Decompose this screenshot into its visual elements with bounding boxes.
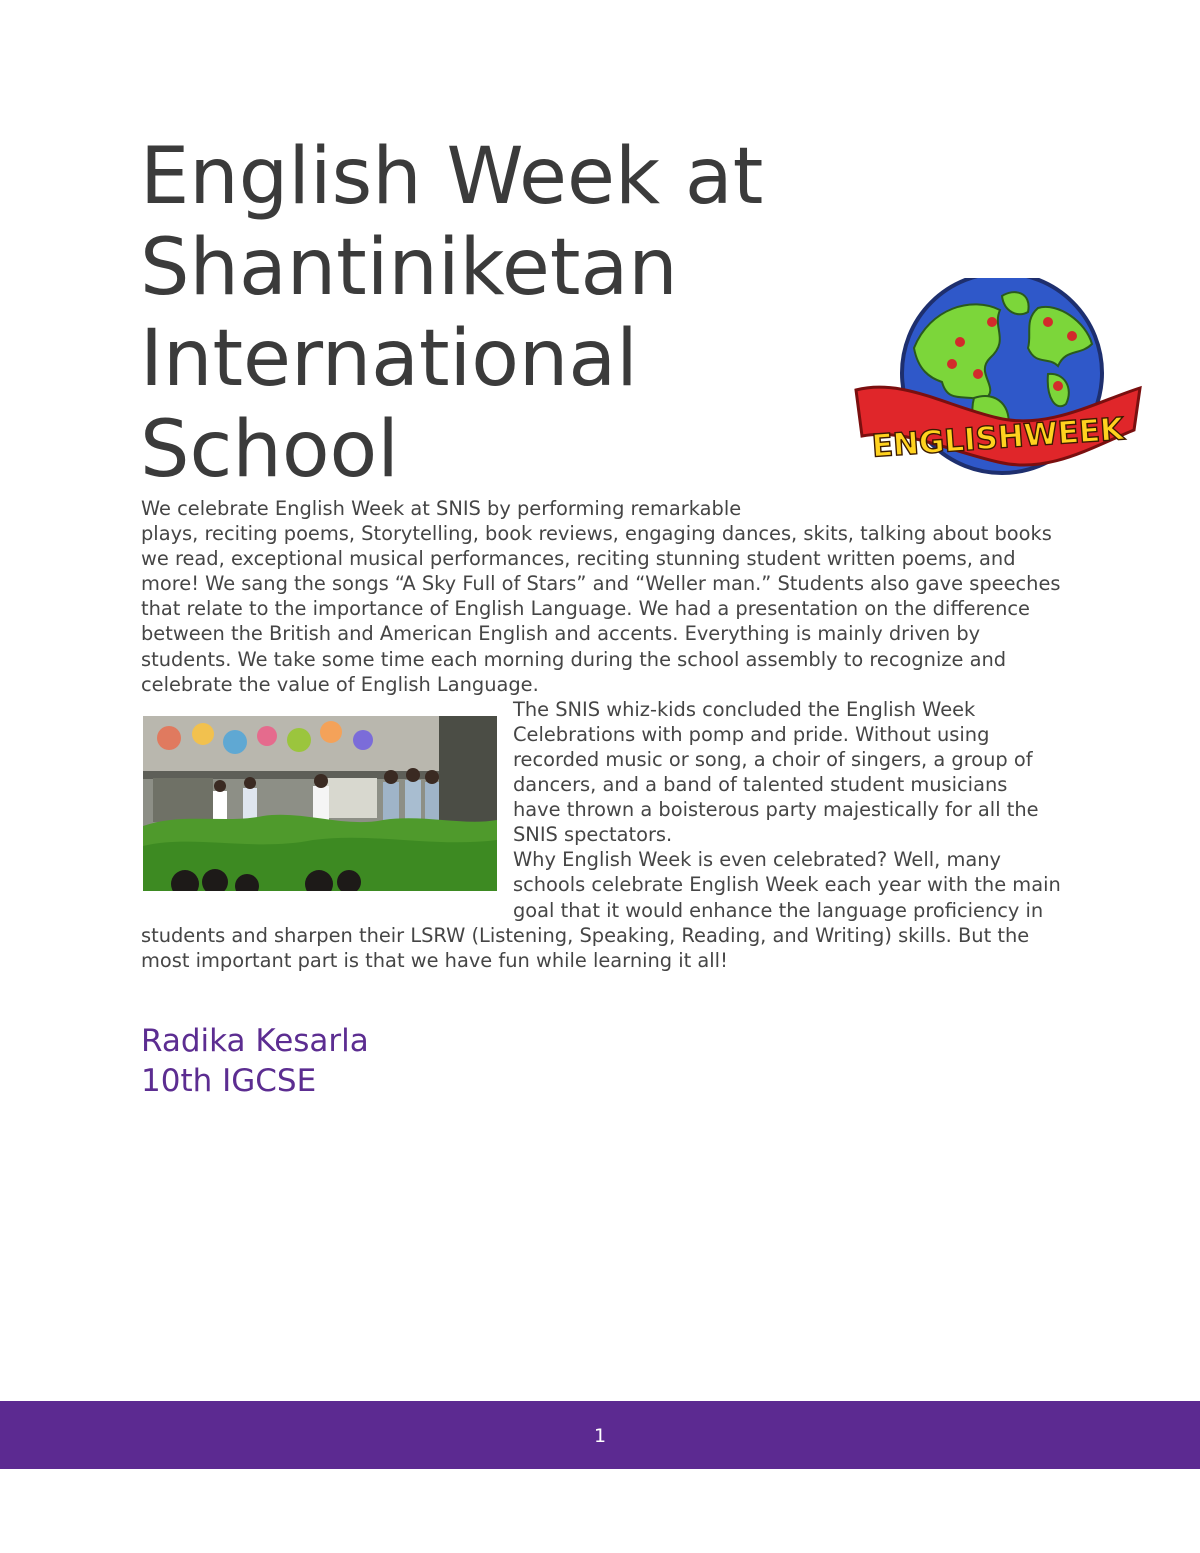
paragraph-intro: We celebrate English Week at SNIS by performing remarkable	[141, 497, 742, 520]
author-name: Radika Kesarla	[141, 1023, 369, 1059]
paragraph-activities: plays, reciting poems, Storytelling, book reviews, engaging dances, skits, talking about books we read, exceptional musical performances, reciting stunning student written poems, and more! We sang the songs “A Sky Full of Stars” and “Weller man.” Students also gave speeches that relate to the importance of English Language. We had a presentation on the difference between the British and American English and accents. Everything is mainly driven by students. We take some time each morning during the school assembly to recognize and celebrate the value of English Language.	[141, 522, 1061, 696]
english-week-logo	[852, 278, 1144, 488]
page-number: 1	[593, 1425, 607, 1447]
logo-banner-text: ENGLISHWEEK	[870, 411, 1126, 465]
footer-band	[0, 1401, 1200, 1469]
paragraph-celebration: The SNIS whiz-kids concluded the English Week Celebrations with pomp and pride. Without using recorded music or song, a choir of singers, a group of dancers, and a band of talented student musicians have thrown a boisterous party majestically for all the SNIS spectators.	[513, 697, 1039, 847]
author-class: 10th IGCSE	[141, 1063, 317, 1099]
paragraph-why: Why English Week is even celebrated? Well, many schools celebrate English Week each year with the main goal that it would enhance the language proficiency in students and sharpen their LSRW (Listening, Speaking, Reading, and Writing) skills. But the most important part is that we have fun while learning it all!	[141, 848, 1061, 972]
page-title: English Week at Shantiniketan International School	[140, 132, 764, 495]
celebration-photo	[143, 716, 497, 891]
author-block	[141, 1021, 369, 1101]
article-body	[141, 496, 1061, 973]
